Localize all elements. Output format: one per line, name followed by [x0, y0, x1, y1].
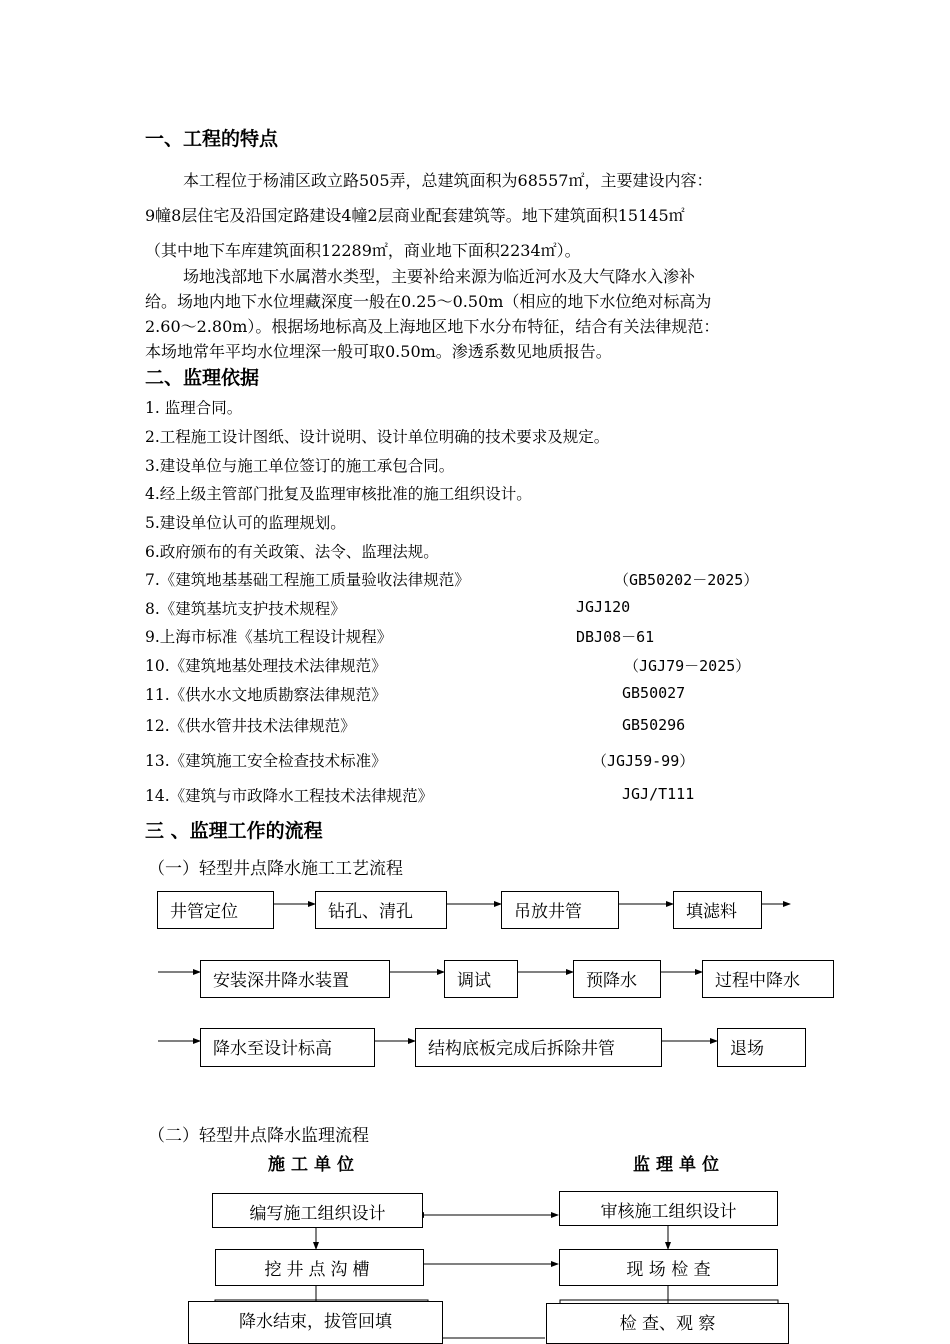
supervisor-step-site-inspect: 现 场 检 查: [559, 1249, 778, 1286]
flow-step-remove-pipe: 结构底板完成后拆除井管: [415, 1028, 662, 1067]
standard-code: GB50027: [622, 684, 686, 702]
column-header-supervisor: 监理单位: [633, 1155, 725, 1175]
flow-step-install-device: 安装深井降水装置: [200, 960, 390, 998]
section2-title: 二、监理依据: [145, 367, 260, 389]
basis-item: 5.建设单位认可的监理规划。: [145, 514, 346, 532]
basis-item: 6.政府颁布的有关政策、法令、监理法规。: [145, 543, 439, 561]
section3-title: 三 、监理工作的流程: [145, 820, 323, 842]
basis-item: 8.《建筑基坑支护技术规程》: [145, 600, 346, 618]
standard-code: GB50296: [622, 716, 686, 734]
standard-code: JGJ120: [576, 598, 631, 616]
paragraph-line: 给。场地内地下水位埋藏深度一般在0.25～0.50m（相应的地下水位绝对标高为: [145, 292, 712, 311]
basis-item: 11.《供水水文地质勘察法律规范》: [145, 686, 387, 704]
basis-item: 12.《供水管井技术法律规范》: [145, 717, 356, 735]
contractor-step-trench: 挖井点沟槽: [215, 1249, 424, 1286]
basis-item: 1. 监理合同。: [145, 399, 243, 417]
flow-step-lower-pipe: 吊放井管: [501, 891, 619, 929]
flow-step-reach-elevation: 降水至设计标高: [200, 1028, 375, 1067]
paragraph-line: 2.60～2.80m）。根据场地标高及上海地区地下水分布特征，结合有关法律规范：: [145, 317, 720, 336]
flow1-subtitle: （一）轻型井点降水施工工艺流程: [148, 859, 403, 879]
standard-code: （GB50202－2025）: [614, 571, 759, 589]
flow-step-well-positioning: 井管定位: [157, 891, 274, 929]
basis-item: 7.《建筑地基基础工程施工质量验收法律规范》: [145, 571, 470, 589]
standard-code: （JGJ79－2025）: [624, 657, 751, 675]
paragraph-line: 场地浅部地下水属潜水类型，主要补给来源为临近河水及大气降水入渗补: [183, 267, 696, 286]
basis-item: 14.《建筑与市政降水工程技术法律规范》: [145, 787, 434, 805]
basis-item: 10.《建筑地基处理技术法律规范》: [145, 657, 387, 675]
paragraph-line: 9幢8层住宅及沿国定路建设4幢2层商业配套建筑等。地下建筑面积15145㎡: [145, 206, 685, 225]
supervisor-step-observe: 检 查、观 察: [546, 1303, 789, 1344]
paragraph-line: （其中地下车库建筑面积12289㎡，商业地下面积2234㎡）。: [145, 241, 581, 260]
basis-item: 3.建设单位与施工单位签订的施工承包合同。: [145, 457, 455, 475]
flow-step-pre-dewater: 预降水: [573, 960, 661, 998]
column-header-contractor: 施工单位: [268, 1155, 360, 1175]
flow-step-drilling: 钻孔、清孔: [315, 891, 447, 929]
contractor-step-finish: 降水结束，拔管回填: [188, 1301, 443, 1344]
basis-item: 13.《建筑施工安全检查技术标准》: [145, 752, 387, 770]
standard-code: （JGJ59-99）: [592, 752, 695, 770]
flow-step-ongoing-dewater: 过程中降水: [702, 960, 834, 998]
basis-item: 9.上海市标准《基坑工程设计规程》: [145, 628, 393, 646]
flow-step-debug: 调试: [444, 960, 518, 998]
standard-code: JGJ/T111: [622, 785, 695, 803]
section1-title: 一、工程的特点: [145, 128, 279, 150]
flow-step-fill-filter: 填滤料: [673, 891, 762, 929]
flow2-subtitle: （二）轻型井点降水监理流程: [148, 1126, 369, 1146]
paragraph-line: 本工程位于杨浦区政立路505弄，总建筑面积为68557㎡，主要建设内容：: [183, 171, 713, 190]
standard-code: DBJ08－61: [576, 628, 655, 646]
flow-step-exit: 退场: [717, 1028, 806, 1067]
paragraph-line: 本场地常年平均水位埋深一般可取0.50m。渗透系数见地质报告。: [145, 342, 612, 361]
basis-item: 2.工程施工设计图纸、设计说明、设计单位明确的技术要求及规定。: [145, 428, 610, 446]
contractor-step-write-plan: 编写施工组织设计: [212, 1193, 423, 1228]
supervisor-step-review-plan: 审核施工组织设计: [559, 1191, 778, 1226]
basis-item: 4.经上级主管部门批复及监理审核批准的施工组织设计。: [145, 485, 532, 503]
